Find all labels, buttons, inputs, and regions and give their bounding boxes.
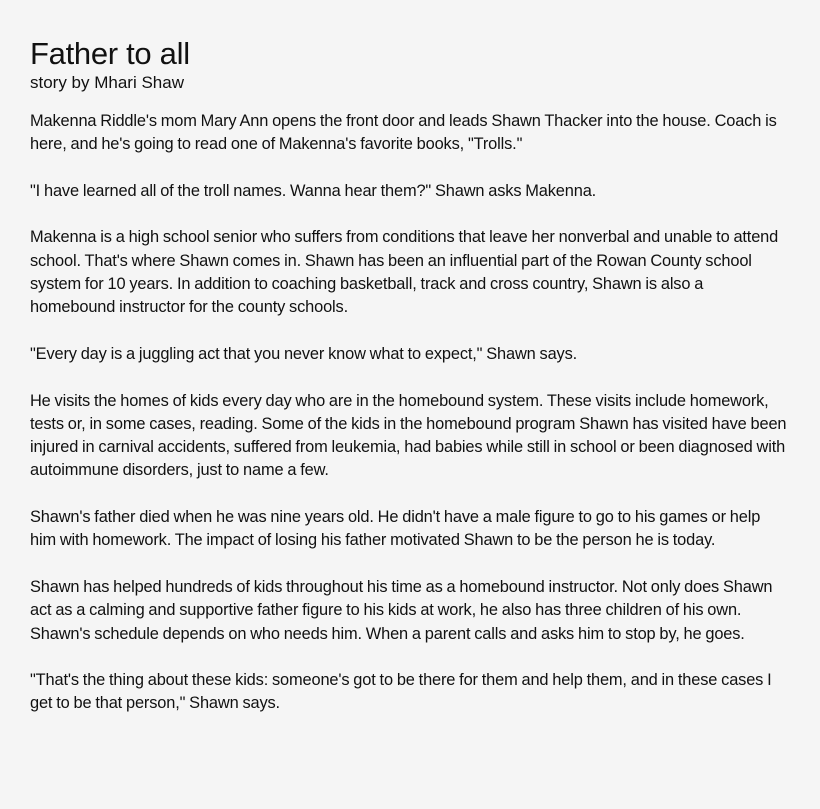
article-paragraph-7: Shawn has helped hundreds of kids throughout his time as a homebound instructor. Not only does Shawn act as a calming and supportive father figure to his kids at work, he also has three children of his own. Shawn's schedule depends on who needs him. When a parent calls and asks him to stop by, he goes. — [30, 577, 773, 643]
article-title: Father to all — [30, 36, 190, 71]
article-paragraph-1: Makenna Riddle's mom Mary Ann opens the front door and leads Shawn Thacker into the house. Coach is here, and he's going to read one of Makenna's favorite books, "Trolls." — [30, 112, 777, 154]
article-paragraph-2: "I have learned all of the troll names. Wanna hear them?" Shawn asks Makenna. — [30, 181, 597, 200]
article — [30, 36, 790, 739]
article-paragraph-5: He visits the homes of kids every day who are in the homebound system. These visits include homework, tests or, in some cases, reading. Some of the kids in the homebound program Shawn has visited have been injured in carnival accidents, suffered from leukemia, had babies while still in school or been diagnosed with autoimmune disorders, just to name a few. — [30, 391, 787, 480]
article-paragraph-8: "That's the thing about these kids: someone's got to be there for them and help them, and in these cases I get to be that person," Shawn says. — [30, 671, 772, 713]
article-paragraph-4: "Every day is a juggling act that you never know what to expect," Shawn says. — [30, 344, 578, 363]
article-paragraph-6: Shawn's father died when he was nine years old. He didn't have a male figure to go to his games or help him with homework. The impact of losing his father motivated Shawn to be the person he is today. — [30, 508, 761, 550]
article-paragraph-3: Makenna is a high school senior who suffers from conditions that leave her nonverbal and unable to attend school. That's where Shawn comes in. Shawn has been an influential part of the Rowan County school system for 10 years. In addition to coaching basketball, track and cross country, Shawn is also a homebound instructor for the county schools. — [30, 228, 779, 317]
article-byline: story by Mhari Shaw — [30, 73, 184, 92]
